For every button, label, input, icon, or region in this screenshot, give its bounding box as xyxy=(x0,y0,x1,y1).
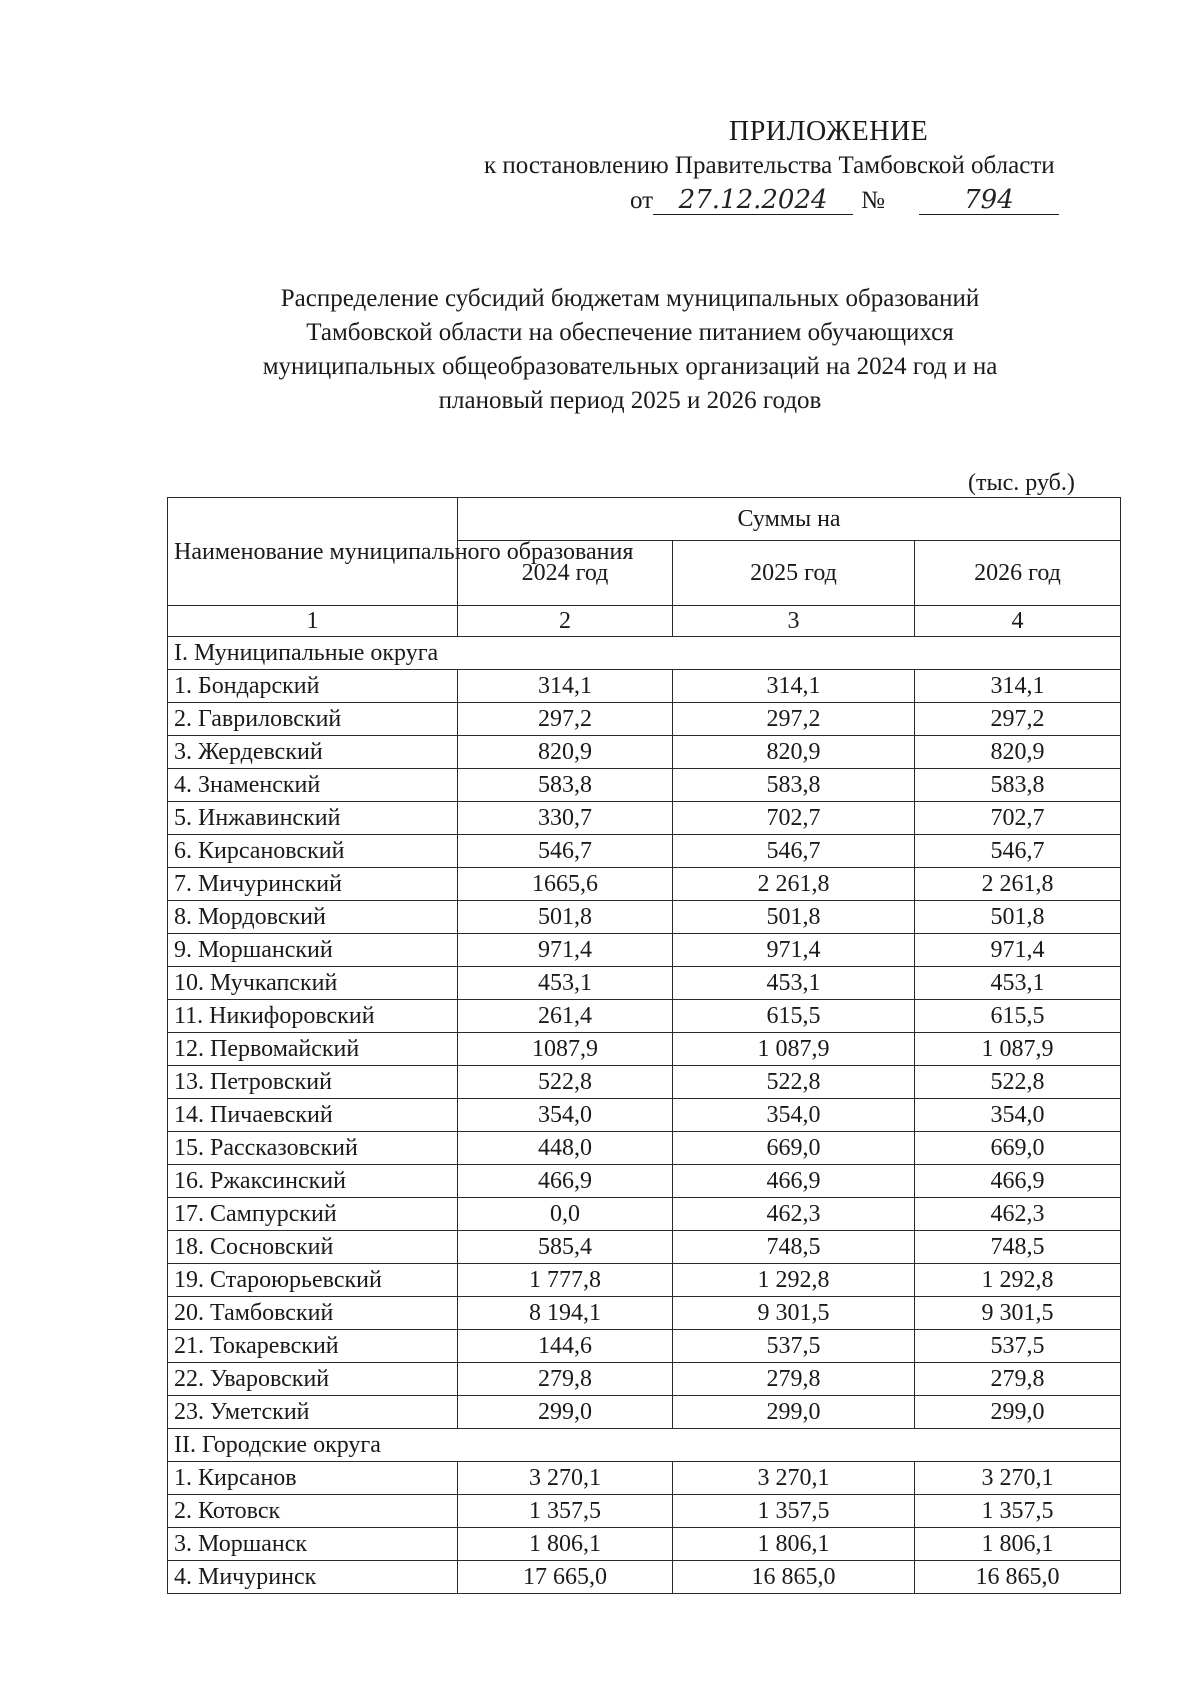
amount-cell: 615,5 xyxy=(673,1000,915,1033)
column-number: 2 xyxy=(458,606,673,637)
title-line: Распределение субсидий бюджетам муниципальных образований xyxy=(280,285,980,312)
appendix-subtitle: к постановлению Правительства Тамбовской области xyxy=(484,152,1055,179)
table-row xyxy=(168,1330,1121,1363)
amount-cell: 583,8 xyxy=(673,769,915,802)
amount-cell: 501,8 xyxy=(673,901,915,934)
amount-cell: 462,3 xyxy=(915,1198,1121,1231)
table-row xyxy=(168,736,1121,769)
table-row xyxy=(168,868,1121,901)
municipality-name: 3. Моршанск xyxy=(168,1528,458,1561)
column-numbers-row xyxy=(168,606,1121,637)
amount-cell: 501,8 xyxy=(915,901,1121,934)
municipality-name: 13. Петровский xyxy=(168,1066,458,1099)
amount-cell: 702,7 xyxy=(673,802,915,835)
handwritten-number: 794 xyxy=(919,186,1059,215)
amount-cell: 2 261,8 xyxy=(673,868,915,901)
municipality-name: 7. Мичуринский xyxy=(168,868,458,901)
amount-cell: 669,0 xyxy=(673,1132,915,1165)
municipality-name: 22. Уваровский xyxy=(168,1363,458,1396)
amount-cell: 466,9 xyxy=(915,1165,1121,1198)
table-row xyxy=(168,1000,1121,1033)
amount-cell: 1 357,5 xyxy=(673,1495,915,1528)
table-row xyxy=(168,1462,1121,1495)
amount-cell: 261,4 xyxy=(458,1000,673,1033)
municipality-name: 11. Никифоровский xyxy=(168,1000,458,1033)
table-row xyxy=(168,1495,1121,1528)
amount-cell: 971,4 xyxy=(673,934,915,967)
amount-cell: 314,1 xyxy=(673,670,915,703)
date-prefix: от xyxy=(630,187,654,214)
amount-cell: 971,4 xyxy=(915,934,1121,967)
amount-cell: 971,4 xyxy=(458,934,673,967)
amount-cell: 537,5 xyxy=(915,1330,1121,1363)
table-row xyxy=(168,1165,1121,1198)
amount-cell: 669,0 xyxy=(915,1132,1121,1165)
amount-cell: 0,0 xyxy=(458,1198,673,1231)
resolution-date-number xyxy=(630,186,1059,215)
amount-cell: 3 270,1 xyxy=(915,1462,1121,1495)
amount-cell: 522,8 xyxy=(915,1066,1121,1099)
number-sign: № xyxy=(861,187,885,214)
amount-cell: 466,9 xyxy=(458,1165,673,1198)
header-sums-cell: Суммы на xyxy=(458,498,1121,541)
amount-cell: 1 087,9 xyxy=(915,1033,1121,1066)
municipality-name: 1. Бондарский xyxy=(168,670,458,703)
amount-cell: 583,8 xyxy=(458,769,673,802)
title-line: муниципальных общеобразовательных организаций на 2024 год и на xyxy=(262,353,998,380)
amount-cell: 466,9 xyxy=(673,1165,915,1198)
amount-cell: 354,0 xyxy=(673,1099,915,1132)
municipality-name: 9. Моршанский xyxy=(168,934,458,967)
table-row xyxy=(168,670,1121,703)
amount-cell: 3 270,1 xyxy=(458,1462,673,1495)
amount-cell: 522,8 xyxy=(458,1066,673,1099)
subsidy-table xyxy=(167,497,1121,1594)
section-row xyxy=(168,1429,1121,1462)
municipality-name: 12. Первомайский xyxy=(168,1033,458,1066)
amount-cell: 585,4 xyxy=(458,1231,673,1264)
amount-cell: 748,5 xyxy=(673,1231,915,1264)
amount-cell: 820,9 xyxy=(458,736,673,769)
municipality-name: 23. Уметский xyxy=(168,1396,458,1429)
table-row xyxy=(168,1297,1121,1330)
table-row xyxy=(168,901,1121,934)
amount-cell: 279,8 xyxy=(458,1363,673,1396)
header-name-cell: Наименование муниципального образования xyxy=(168,498,458,606)
amount-cell: 314,1 xyxy=(915,670,1121,703)
table-row xyxy=(168,802,1121,835)
appendix-title: ПРИЛОЖЕНИЕ xyxy=(729,116,929,147)
amount-cell: 9 301,5 xyxy=(673,1297,915,1330)
handwritten-date: 27.12.2024 xyxy=(653,186,853,215)
table-row xyxy=(168,703,1121,736)
amount-cell: 1087,9 xyxy=(458,1033,673,1066)
municipality-name: 6. Кирсановский xyxy=(168,835,458,868)
table-row xyxy=(168,1264,1121,1297)
column-number: 3 xyxy=(673,606,915,637)
municipality-name: 4. Мичуринск xyxy=(168,1561,458,1594)
municipality-name: 4. Знаменский xyxy=(168,769,458,802)
section-title: II. Городские округа xyxy=(168,1429,1121,1462)
amount-cell: 1 357,5 xyxy=(915,1495,1121,1528)
section-title: I. Муниципальные округа xyxy=(168,637,1121,670)
table-row xyxy=(168,769,1121,802)
amount-cell: 279,8 xyxy=(915,1363,1121,1396)
amount-cell: 453,1 xyxy=(673,967,915,1000)
amount-cell: 1 806,1 xyxy=(915,1528,1121,1561)
title-line: Тамбовской области на обеспечение питанием обучающихся xyxy=(306,319,954,346)
table-row xyxy=(168,835,1121,868)
amount-cell: 297,2 xyxy=(673,703,915,736)
municipality-name: 2. Котовск xyxy=(168,1495,458,1528)
header-year-2025: 2025 год xyxy=(673,541,915,606)
amount-cell: 299,0 xyxy=(673,1396,915,1429)
header-year-2026: 2026 год xyxy=(915,541,1121,606)
header-year-2024: 2024 год xyxy=(458,541,673,606)
amount-cell: 2 261,8 xyxy=(915,868,1121,901)
units-label: (тыс. руб.) xyxy=(968,470,1075,496)
amount-cell: 462,3 xyxy=(673,1198,915,1231)
amount-cell: 330,7 xyxy=(458,802,673,835)
amount-cell: 546,7 xyxy=(458,835,673,868)
amount-cell: 546,7 xyxy=(673,835,915,868)
municipality-name: 18. Сосновский xyxy=(168,1231,458,1264)
municipality-name: 15. Рассказовский xyxy=(168,1132,458,1165)
municipality-name: 20. Тамбовский xyxy=(168,1297,458,1330)
amount-cell: 583,8 xyxy=(915,769,1121,802)
amount-cell: 1 806,1 xyxy=(673,1528,915,1561)
section-row xyxy=(168,637,1121,670)
amount-cell: 522,8 xyxy=(673,1066,915,1099)
amount-cell: 297,2 xyxy=(915,703,1121,736)
municipality-name: 3. Жердевский xyxy=(168,736,458,769)
municipality-name: 10. Мучкапский xyxy=(168,967,458,1000)
amount-cell: 299,0 xyxy=(458,1396,673,1429)
table-header-row xyxy=(168,498,1121,541)
amount-cell: 1 292,8 xyxy=(673,1264,915,1297)
document-title xyxy=(200,282,1060,418)
amount-cell: 354,0 xyxy=(458,1099,673,1132)
amount-cell: 820,9 xyxy=(673,736,915,769)
municipality-name: 8. Мордовский xyxy=(168,901,458,934)
table-row xyxy=(168,934,1121,967)
amount-cell: 820,9 xyxy=(915,736,1121,769)
municipality-name: 2. Гавриловский xyxy=(168,703,458,736)
table-row xyxy=(168,1528,1121,1561)
municipality-name: 1. Кирсанов xyxy=(168,1462,458,1495)
amount-cell: 1 777,8 xyxy=(458,1264,673,1297)
column-number: 4 xyxy=(915,606,1121,637)
amount-cell: 144,6 xyxy=(458,1330,673,1363)
amount-cell: 1 292,8 xyxy=(915,1264,1121,1297)
amount-cell: 448,0 xyxy=(458,1132,673,1165)
table-row xyxy=(168,1132,1121,1165)
amount-cell: 17 665,0 xyxy=(458,1561,673,1594)
amount-cell: 3 270,1 xyxy=(673,1462,915,1495)
amount-cell: 297,2 xyxy=(458,703,673,736)
amount-cell: 537,5 xyxy=(673,1330,915,1363)
table-row xyxy=(168,1099,1121,1132)
amount-cell: 8 194,1 xyxy=(458,1297,673,1330)
municipality-name: 5. Инжавинский xyxy=(168,802,458,835)
table-row xyxy=(168,1363,1121,1396)
amount-cell: 702,7 xyxy=(915,802,1121,835)
amount-cell: 453,1 xyxy=(915,967,1121,1000)
amount-cell: 314,1 xyxy=(458,670,673,703)
amount-cell: 1665,6 xyxy=(458,868,673,901)
table-row xyxy=(168,1033,1121,1066)
amount-cell: 16 865,0 xyxy=(915,1561,1121,1594)
title-line: плановый период 2025 и 2026 годов xyxy=(438,387,822,414)
table-row xyxy=(168,1396,1121,1429)
amount-cell: 16 865,0 xyxy=(673,1561,915,1594)
table-row xyxy=(168,1198,1121,1231)
amount-cell: 748,5 xyxy=(915,1231,1121,1264)
amount-cell: 354,0 xyxy=(915,1099,1121,1132)
amount-cell: 1 806,1 xyxy=(458,1528,673,1561)
municipality-name: 14. Пичаевский xyxy=(168,1099,458,1132)
municipality-name: 17. Сампурский xyxy=(168,1198,458,1231)
amount-cell: 1 357,5 xyxy=(458,1495,673,1528)
amount-cell: 279,8 xyxy=(673,1363,915,1396)
amount-cell: 453,1 xyxy=(458,967,673,1000)
amount-cell: 546,7 xyxy=(915,835,1121,868)
table-row xyxy=(168,1561,1121,1594)
municipality-name: 16. Ржаксинский xyxy=(168,1165,458,1198)
column-number: 1 xyxy=(168,606,458,637)
table-row xyxy=(168,1066,1121,1099)
table-row xyxy=(168,1231,1121,1264)
amount-cell: 1 087,9 xyxy=(673,1033,915,1066)
amount-cell: 9 301,5 xyxy=(915,1297,1121,1330)
municipality-name: 19. Староюрьевский xyxy=(168,1264,458,1297)
municipality-name: 21. Токаревский xyxy=(168,1330,458,1363)
amount-cell: 615,5 xyxy=(915,1000,1121,1033)
amount-cell: 299,0 xyxy=(915,1396,1121,1429)
amount-cell: 501,8 xyxy=(458,901,673,934)
table-row xyxy=(168,967,1121,1000)
